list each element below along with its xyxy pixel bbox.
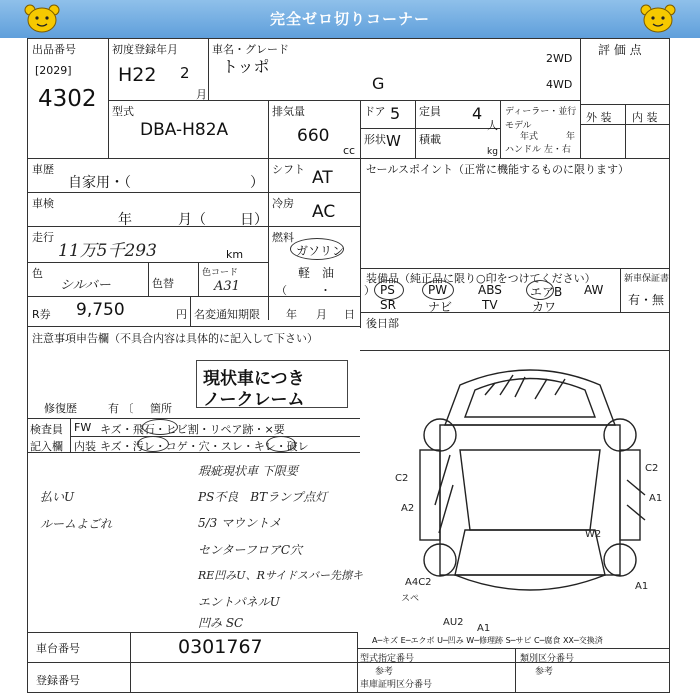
- model-year-label: モデル: [505, 121, 532, 131]
- interior-head: 内装: [74, 440, 96, 453]
- shift-label: シフト: [272, 163, 305, 176]
- declaration-label: 注意事項申告欄（不具合内容は具体的に記入して下さい）: [32, 332, 318, 345]
- class-number-label: 類別区分番号: [520, 654, 575, 664]
- lot-number: 4302: [38, 86, 97, 112]
- first-reg-month-unit: 月: [196, 88, 207, 101]
- note-line: 凹み SC: [198, 616, 244, 630]
- note-line: センターフロアC穴: [198, 543, 303, 557]
- chassis-number: 0301767: [178, 636, 263, 658]
- equip-navi: ナビ: [428, 300, 453, 314]
- note-line: PS不良 BTランプ点灯: [198, 490, 328, 504]
- deadline-month: 月: [316, 308, 327, 321]
- mark-au2: AU2: [443, 617, 464, 628]
- class-number-ref: 参考: [535, 667, 554, 677]
- equip-ps: PS: [380, 283, 395, 297]
- recycle-fee-label: R券: [32, 308, 51, 321]
- capacity-unit: 人: [487, 119, 498, 132]
- fw-items: キズ・飛石・ヒビ割・リペア跡・×要: [100, 423, 285, 436]
- shape-label: 形状: [364, 133, 386, 146]
- type-cert-label: 型式指定番号: [360, 654, 415, 664]
- fuel-diesel: 軽 油: [298, 266, 335, 280]
- note-line-left: ルームよごれ: [40, 517, 113, 531]
- chassis-label: 車台番号: [36, 642, 80, 655]
- bear-mascot-icon: [22, 3, 62, 35]
- doors-label: ドア: [364, 105, 386, 118]
- year-label: 年式: [520, 132, 539, 142]
- history-value: 自家用・（: [68, 175, 131, 191]
- history-label: 車歴: [32, 163, 54, 176]
- inspection-month: 月（: [178, 212, 206, 228]
- recycle-fee-value: 9,750: [76, 300, 125, 320]
- fuel-label: 燃料: [272, 231, 294, 244]
- inspection-day: 日）: [240, 212, 268, 228]
- equip-pw-circle: [422, 280, 454, 300]
- equip-abs: ABS: [478, 283, 502, 297]
- model-label: 型式: [112, 105, 134, 118]
- deadline-year: 年: [286, 308, 297, 321]
- color-value: シルバー: [60, 278, 111, 293]
- mark-w2: W2: [585, 529, 602, 540]
- mark-c2-right: C2: [645, 463, 659, 474]
- no-claim-stamp: 現状車につき ノークレーム: [196, 360, 348, 408]
- deadline-day: 日: [344, 308, 355, 321]
- equip-aw: AW: [584, 283, 604, 297]
- capacity-value: 4: [472, 104, 483, 123]
- model-value: DBA-H82A: [140, 120, 229, 140]
- equip-tv: TV: [482, 298, 498, 312]
- shape-value: W: [386, 132, 401, 150]
- car-grade: G: [372, 74, 385, 93]
- deadline-label: 名変通知期限: [194, 308, 260, 321]
- page-title: 完全ゼロ切りコーナー: [269, 10, 430, 28]
- mileage-label: 走行: [32, 231, 54, 244]
- lot-sub-number: [2029]: [35, 64, 72, 77]
- note-line: エントパネルU: [198, 595, 280, 609]
- color-swap-label: 色替: [152, 277, 174, 290]
- inspection-year: 年: [118, 212, 132, 228]
- load-unit: kg: [487, 147, 498, 157]
- recycle-fee-unit: 円: [176, 308, 187, 321]
- note-line-left: 払いU: [40, 490, 75, 504]
- drive-4wd: 4WD: [546, 78, 573, 91]
- bear-mascot-icon: [638, 3, 678, 35]
- dealer-label: ディーラー・並行: [505, 107, 577, 117]
- year-unit: 年: [566, 132, 576, 142]
- color-code-value: A31: [214, 279, 240, 294]
- note-line: RE凹みU、Rサイドスバー先擦キ: [198, 569, 363, 582]
- type-cert-ref: 参考: [375, 667, 394, 677]
- drive-2wd: 2WD: [546, 52, 573, 65]
- mark-c2-left: C2: [395, 473, 409, 484]
- repair-close: 箇所: [150, 402, 172, 415]
- equipment-label: 装備品（純正品に限り○印をつけてください）: [366, 272, 596, 285]
- fw-head: FW: [74, 421, 92, 434]
- history-close: ）: [250, 175, 264, 191]
- equip-airbag: エアB: [530, 285, 563, 299]
- lot-number-label: 出品番号: [32, 43, 76, 56]
- doors-value: 5: [390, 104, 401, 123]
- repair-label: 修復歴: [44, 402, 77, 415]
- inspector-fill-label: 記入欄: [30, 440, 63, 453]
- mileage-value: 11万5千293: [58, 241, 157, 261]
- mark-a2-left: A2: [401, 503, 415, 514]
- mark-a1-rear: A1: [477, 623, 491, 634]
- fuel-gas: ガソリン: [296, 244, 345, 258]
- inspection-label: 車検: [32, 197, 54, 210]
- ac-value: AC: [312, 202, 336, 222]
- warranty-label: 新車保証書: [624, 274, 670, 284]
- rear-section-label: 後日部: [366, 317, 399, 330]
- color-code-label: 色コード: [202, 268, 239, 278]
- interior-items: キズ・汚レ・コゲ・穴・スレ・キレ・破レ: [100, 440, 309, 453]
- load-label: 積載: [419, 133, 441, 146]
- sales-point-label: セールスポイント（正常に機能するものに限ります）: [366, 163, 630, 176]
- garage-cert-label: 車庫証明区分番号: [360, 680, 433, 690]
- first-reg-label: 初度登録年月: [112, 43, 178, 56]
- equip-ps-circle: [374, 280, 404, 300]
- mark-a1-rear-right: A1: [635, 581, 649, 592]
- damage-legend: A─キズ E─エクボ U─凹み W─修理跡 S─サビ C─腐食 XX─交換済: [372, 636, 603, 645]
- header-banner: [0, 0, 700, 38]
- equip-leather: カワ: [532, 300, 557, 314]
- registration-label: 登録番号: [36, 674, 80, 687]
- equip-pw: PW: [428, 283, 448, 297]
- mark-spare: スペ: [401, 594, 420, 604]
- exterior-score-label: 外 装: [586, 111, 612, 124]
- displacement-unit: cc: [343, 144, 356, 157]
- car-condition-diagram: [395, 355, 665, 635]
- inspector-label: 検査員: [30, 423, 63, 436]
- interior-score-label: 内 装: [632, 111, 658, 124]
- mileage-unit: km: [226, 248, 244, 261]
- capacity-label: 定員: [419, 105, 441, 118]
- note-line: 瑕疵現状車 下限要: [198, 464, 298, 478]
- car-name-label: 車名・グレード: [212, 43, 289, 56]
- score-label: 評 価 点: [598, 43, 642, 57]
- first-reg-era-year: H22: [118, 64, 157, 86]
- displacement-value: 660: [297, 126, 330, 146]
- note-line: 5/3 マウントメ: [198, 516, 282, 530]
- interior-mark-circle-2: [266, 436, 296, 452]
- first-reg-month: 2: [180, 64, 190, 82]
- fw-mark-circle: [142, 419, 178, 435]
- fuel-gas-circle: [290, 238, 344, 260]
- car-name: トッポ: [222, 57, 270, 76]
- mark-a1-right: A1: [649, 493, 663, 504]
- repair-value: 有 〔: [108, 402, 134, 415]
- equip-airbag-circle: [526, 280, 554, 300]
- mark-a4c2: A4C2: [405, 577, 432, 588]
- ac-label: 冷房: [272, 197, 294, 210]
- displacement-label: 排気量: [272, 105, 305, 118]
- color-label: 色: [32, 267, 43, 280]
- equip-sr: SR: [380, 298, 396, 312]
- fuel-paren: （ ・ ）: [276, 284, 375, 297]
- interior-mark-circle: [137, 436, 169, 452]
- handle-label: ハンドル 左・右: [505, 145, 571, 155]
- warranty-value: 有・無: [628, 293, 665, 307]
- shift-value: AT: [312, 168, 333, 188]
